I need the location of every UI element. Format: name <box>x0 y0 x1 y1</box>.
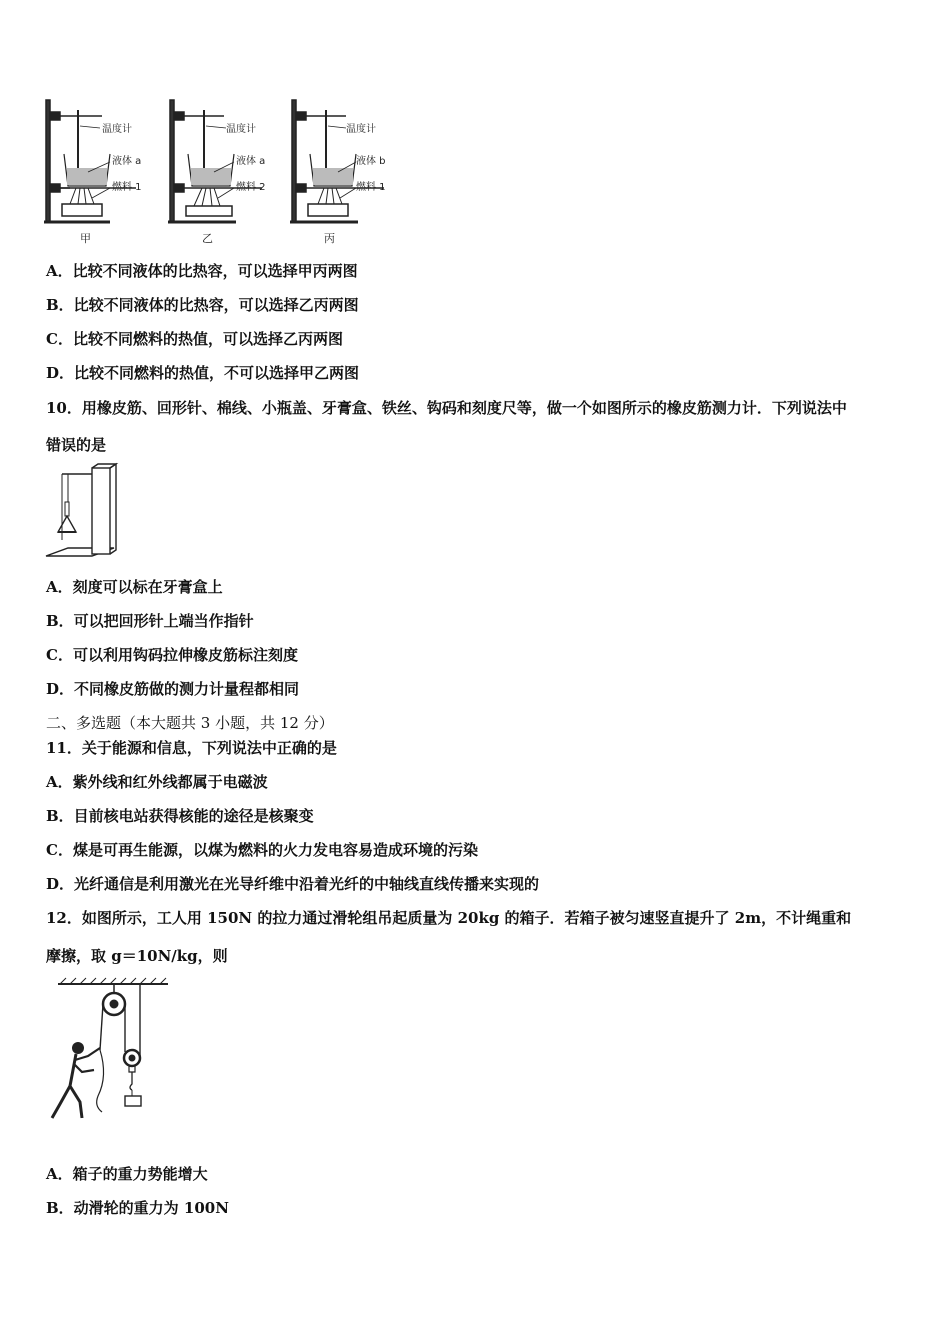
q10-option-a: A．刻度可以标在牙膏盒上 <box>46 578 223 596</box>
label-thermometer-jia: 温度计 <box>102 124 132 135</box>
q12-stem-line2: 摩擦，取 g＝10N/kg，则 <box>46 947 228 965</box>
q12-option-a: A．箱子的重力势能增大 <box>46 1165 208 1183</box>
q11-option-b: B．目前核电站获得核能的途径是核聚变 <box>46 807 314 825</box>
q10-stem-line2: 错误的是 <box>46 436 107 454</box>
label-fuel-2-yi: 燃料 2 <box>236 182 266 193</box>
q9-option-c: C．比较不同燃料的热值，可以选择乙丙两图 <box>46 330 343 348</box>
label-thermometer-bing: 温度计 <box>346 124 376 135</box>
label-liquid-a-yi: 液体 a <box>236 156 266 167</box>
label-fuel-1-jia: 燃料 1 <box>112 182 142 193</box>
q11-stem: 11．关于能源和信息，下列说法中正确的是 <box>46 739 337 757</box>
caption-jia: 甲 <box>80 232 91 245</box>
q10-stem-line1: 10．用橡皮筋、回形针、棉线、小瓶盖、牙膏盒、铁丝、钩码和刻度尺等，做一个如图所示的橡皮筋测力计．下列说法中 <box>46 399 847 417</box>
q9-option-d: D．比较不同燃料的热值，不可以选择甲乙两图 <box>46 364 360 382</box>
section2-title: 二、多选题（本大题共 3 小题，共 12 分） <box>46 714 334 732</box>
q11-option-d: D．光纤通信是利用激光在光导纤维中沿着光纤的中轴线直线传播来实现的 <box>46 875 540 893</box>
label-liquid-b-bing: 液体 b <box>356 156 386 167</box>
rubber-band-meter-figure <box>42 460 122 564</box>
label-fuel-1-bing: 燃料 1 <box>356 182 386 193</box>
caption-yi: 乙 <box>202 232 213 245</box>
q11-option-a: A．紫外线和红外线都属于电磁波 <box>46 773 268 791</box>
label-thermometer-yi: 温度计 <box>226 124 256 135</box>
q9-option-a: A．比较不同液体的比热容，可以选择甲丙两图 <box>46 262 358 280</box>
q12-option-b: B．动滑轮的重力为 100N <box>46 1199 229 1217</box>
caption-bing: 丙 <box>324 232 335 245</box>
label-liquid-a-jia: 液体 a <box>112 156 142 167</box>
q10-option-b: B．可以把回形针上端当作指针 <box>46 612 254 630</box>
q9-option-b: B．比较不同液体的比热容，可以选择乙丙两图 <box>46 296 359 314</box>
q12-stem-line1: 12．如图所示，工人用 150N 的拉力通过滑轮组吊起质量为 20kg 的箱子．若箱子被匀速竖直提升了 2m，不计绳重和 <box>46 909 852 927</box>
q10-option-c: C．可以利用钩码拉伸橡皮筋标注刻度 <box>46 646 298 664</box>
apparatus-figure <box>40 96 400 248</box>
pulley-figure <box>44 976 174 1128</box>
q10-option-d: D．不同橡皮筋做的测力计量程都相同 <box>46 680 300 698</box>
q11-option-c: C．煤是可再生能源，以煤为燃料的火力发电容易造成环境的污染 <box>46 841 478 859</box>
